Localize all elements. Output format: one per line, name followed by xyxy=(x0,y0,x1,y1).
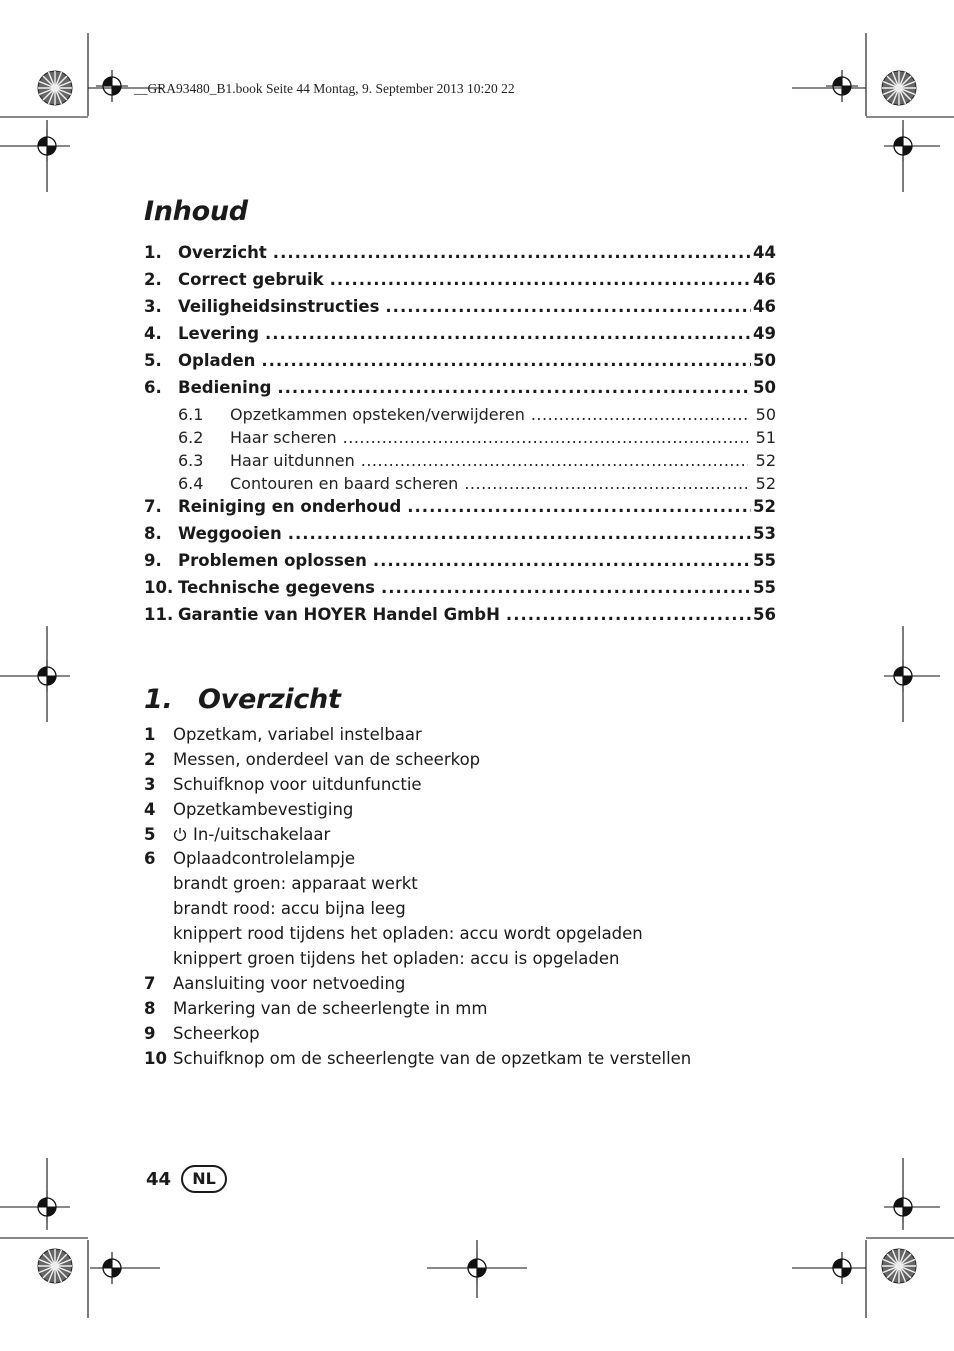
language-badge: NL xyxy=(181,1165,227,1193)
parts-list xyxy=(144,725,784,1073)
toc-entry-number: 10. xyxy=(144,578,174,597)
item-number: 7 xyxy=(144,973,156,993)
list-item xyxy=(144,825,784,850)
list-item xyxy=(144,849,784,874)
toc-subentry[interactable] xyxy=(144,451,776,474)
item-text: Markering van de scheerlengte in mm xyxy=(173,998,488,1018)
toc-entry[interactable] xyxy=(144,378,776,405)
list-item xyxy=(144,725,784,750)
toc-entry-label: Levering xyxy=(178,324,260,343)
toc-subentry[interactable] xyxy=(144,474,776,497)
toc-leader xyxy=(330,270,751,289)
toc-entry[interactable] xyxy=(144,551,776,578)
item-text: Scheerkop xyxy=(173,1023,260,1043)
item-text: Opzetkam, variabel instelbaar xyxy=(173,725,422,744)
toc-leader xyxy=(273,243,751,262)
item-text: knippert rood tijdens het opladen: accu wordt opgeladen xyxy=(173,924,643,944)
toc-entry-label: Weggooien xyxy=(178,524,282,543)
list-item xyxy=(144,775,784,800)
list-item xyxy=(144,949,784,974)
section-title: Overzicht xyxy=(198,684,341,715)
toc-entry-number: 11. xyxy=(144,605,174,624)
toc-leader xyxy=(288,524,751,543)
toc-entry-page: 46 xyxy=(753,270,776,289)
item-number: 6 xyxy=(144,849,156,869)
toc-entry-page: 52 xyxy=(753,497,776,516)
toc-entry[interactable] xyxy=(144,578,776,605)
toc-entry[interactable] xyxy=(144,524,776,551)
item-text: Aansluiting voor netvoeding xyxy=(173,973,406,993)
toc-entry-number: 3. xyxy=(144,297,162,316)
print-header-line: __GRA93480_B1.book Seite 44 Montag, 9. September 2013 10:20 22 xyxy=(134,81,515,96)
toc-entry[interactable] xyxy=(144,605,776,632)
toc-entry-label: Overzicht xyxy=(178,243,267,262)
toc-entry-page: 51 xyxy=(755,428,776,447)
toc-entry-label: Haar scheren xyxy=(230,428,337,447)
toc-entry-label: Garantie van HOYER Handel GmbH xyxy=(178,605,500,624)
list-item xyxy=(144,924,784,949)
section-heading xyxy=(144,684,341,715)
toc-entry[interactable] xyxy=(144,243,776,270)
item-text: Opzetkambevestiging xyxy=(173,799,354,819)
list-item xyxy=(144,800,784,825)
toc-entry-number: 8. xyxy=(144,524,162,543)
toc-entry-page: 46 xyxy=(753,297,776,316)
toc-entry-page: 52 xyxy=(755,451,776,470)
toc-entry-page: 50 xyxy=(753,351,776,370)
toc-title: Inhoud xyxy=(144,196,248,227)
toc-leader xyxy=(464,474,747,493)
list-item xyxy=(144,874,784,899)
item-number: 9 xyxy=(144,1023,156,1043)
item-number: 1 xyxy=(144,725,156,744)
toc-entry-number: 2. xyxy=(144,270,162,289)
toc-entry[interactable] xyxy=(144,351,776,378)
toc-entry-page: 50 xyxy=(753,378,776,397)
toc-entry-page: 53 xyxy=(753,524,776,543)
toc-entry-number: 6.3 xyxy=(178,451,204,470)
toc-leader xyxy=(385,297,751,316)
item-number: 4 xyxy=(144,799,156,819)
item-text: Schuifknop om de scheerlengte van de opzetkam te verstellen xyxy=(173,1048,692,1068)
item-text: brandt groen: apparaat werkt xyxy=(173,874,418,894)
item-text: knippert groen tijdens het opladen: accu is opgeladen xyxy=(173,949,620,969)
toc-leader xyxy=(381,578,751,597)
toc-leader xyxy=(506,605,751,624)
toc-entry-label: Contouren en baard scheren xyxy=(230,474,459,493)
item-text: In-/uitschakelaar xyxy=(193,824,331,844)
item-text: Messen, onderdeel van de scheerkop xyxy=(173,749,481,769)
toc-entry[interactable] xyxy=(144,297,776,324)
toc-leader xyxy=(265,324,751,343)
item-number: 8 xyxy=(144,998,156,1018)
toc-subentry[interactable] xyxy=(144,428,776,451)
toc-entry-number: 6.4 xyxy=(178,474,204,493)
list-item xyxy=(144,899,784,924)
toc-leader xyxy=(277,378,751,397)
toc-entry-number: 1. xyxy=(144,243,162,262)
toc-entry-label: Reiniging en onderhoud xyxy=(178,497,402,516)
toc-entry[interactable] xyxy=(144,324,776,351)
list-item xyxy=(144,1024,784,1049)
toc-leader xyxy=(407,497,751,516)
toc-entry-label: Opzetkammen opsteken/verwijderen xyxy=(230,405,525,424)
toc-leader xyxy=(373,551,751,570)
toc-leader xyxy=(261,351,751,370)
toc-entry-label: Problemen oplossen xyxy=(178,551,367,570)
toc-entry-label: Correct gebruik xyxy=(178,270,324,289)
section-number: 1. xyxy=(144,684,173,715)
toc-entry-number: 6.2 xyxy=(178,428,204,447)
toc-subentry[interactable] xyxy=(144,405,776,428)
item-number: 3 xyxy=(144,774,156,794)
item-number: 10 xyxy=(144,1048,167,1068)
item-text: Schuifknop voor uitdunfunctie xyxy=(173,774,422,794)
toc-entry-page: 55 xyxy=(753,551,776,570)
toc-entry-number: 4. xyxy=(144,324,162,343)
power-icon xyxy=(173,827,187,841)
toc-entry-number: 6.1 xyxy=(178,405,204,424)
toc-entry-label: Technische gegevens xyxy=(178,578,375,597)
toc-entry-page: 44 xyxy=(753,243,776,262)
item-number: 5 xyxy=(144,824,156,844)
toc-leader xyxy=(361,451,748,470)
page-number: 44 xyxy=(146,1168,172,1190)
list-item xyxy=(144,750,784,775)
toc-entry-label: Veiligheidsinstructies xyxy=(178,297,380,316)
toc-entry[interactable] xyxy=(144,497,776,524)
toc-leader xyxy=(343,428,748,447)
toc-entry-number: 6. xyxy=(144,378,162,397)
toc-entry-number: 9. xyxy=(144,551,162,570)
toc-entry-number: 7. xyxy=(144,497,162,516)
item-text: brandt rood: accu bijna leeg xyxy=(173,899,406,919)
page-footer xyxy=(146,1165,227,1193)
toc-entry-page: 52 xyxy=(755,474,776,493)
toc-entry-page: 49 xyxy=(753,324,776,343)
item-number: 2 xyxy=(144,749,156,769)
item-text: Oplaadcontrolelampje xyxy=(173,849,356,869)
toc-entry-page: 55 xyxy=(753,578,776,597)
toc-entry[interactable] xyxy=(144,270,776,297)
toc-entry-label: Haar uitdunnen xyxy=(230,451,355,470)
toc-leader xyxy=(531,405,748,424)
table-of-contents xyxy=(144,243,776,632)
toc-entry-label: Opladen xyxy=(178,351,256,370)
list-item xyxy=(144,974,784,999)
toc-entry-number: 5. xyxy=(144,351,162,370)
toc-entry-page: 50 xyxy=(755,405,776,424)
toc-entry-page: 56 xyxy=(753,605,776,624)
list-item xyxy=(144,1049,784,1074)
toc-entry-label: Bediening xyxy=(178,378,272,397)
list-item xyxy=(144,999,784,1024)
